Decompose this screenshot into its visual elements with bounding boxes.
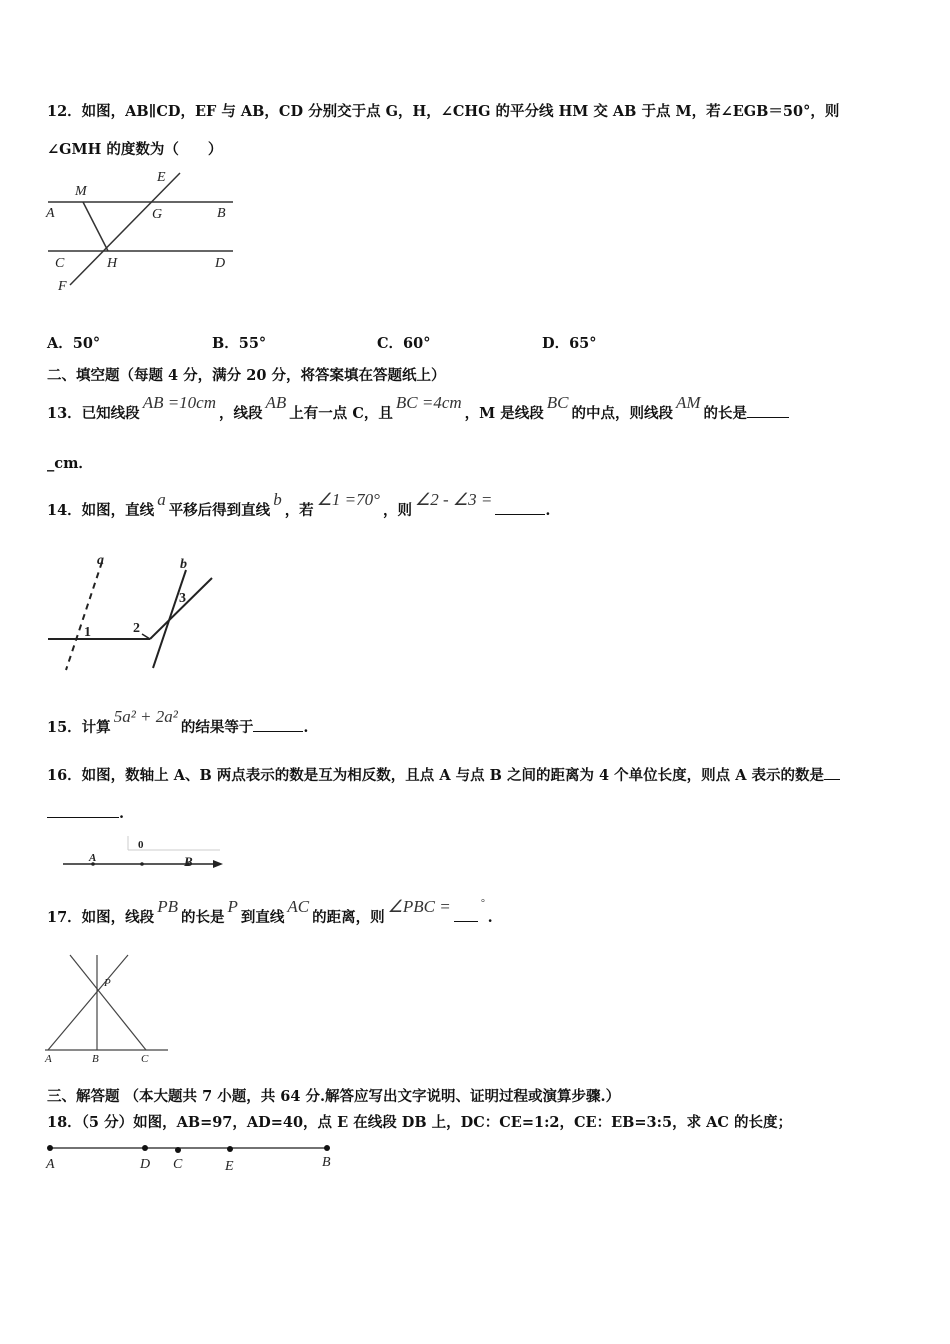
text: 15．计算 [47, 719, 111, 736]
label-B: B [92, 1053, 99, 1065]
q13-line2: _cm． [47, 455, 93, 472]
label-A: A [89, 852, 97, 864]
text: . [303, 719, 309, 736]
label-D: D [215, 256, 226, 271]
option-a: A．50° [47, 335, 101, 352]
answer-blank [495, 500, 545, 515]
option-c: C．60° [377, 335, 431, 352]
label-M: M [75, 184, 87, 199]
text: 平移后得到直线 [168, 502, 271, 519]
text: . [545, 502, 551, 519]
text: ，若 [284, 502, 314, 519]
q12-stem-line1: 12．如图，AB∥CD，EF 与 AB，CD 分别交于点 G，H，∠CHG 的平分线 HM 交 AB 于点 M，若∠EGB＝50°，则 [47, 103, 840, 120]
label-3: 3 [179, 591, 186, 606]
label-G: G [152, 207, 163, 222]
text: 17．如图，线段 [47, 909, 155, 926]
q14-figure [40, 550, 230, 675]
math: b [273, 490, 282, 509]
text: 16．如图，数轴上 A、B 两点表示的数是互为相反数，且点 A 与点 B 之间的距离为 4 个单位长度，则点 A 表示的数是 [47, 767, 825, 784]
q16-line2 [47, 803, 124, 824]
q16-number-line [55, 832, 230, 872]
label-0: 0 [138, 839, 144, 851]
text: 上有一点 C，且 [289, 405, 393, 422]
text: 14．如图，直线 [47, 502, 155, 519]
text: 的结果等于 [180, 719, 254, 736]
label-D: D [140, 1157, 151, 1172]
section-2-heading: 二、填空题（每题 4 分，满分 20 分，将答案填在答题纸上） [47, 367, 446, 384]
math: BC =4cm [395, 393, 462, 412]
label-C: C [55, 256, 65, 271]
label-A: A [45, 1053, 52, 1065]
label-C: C [173, 1157, 183, 1172]
text: ，线段 [219, 405, 263, 422]
text: 的长是 [180, 909, 225, 926]
q18-stem: 18．（5 分）如图，AB=97，AD=40，点 E 在线段 DB 上，DC：CE=1:2，CE：EB=3:5，求 AC 的长度； [47, 1114, 792, 1131]
text: ，则 [382, 502, 412, 519]
text: 13．已知线段 [47, 405, 140, 422]
math: ∠2 - ∠3 = [414, 490, 493, 509]
q12-stem-line2: ∠GMH 的度数为（ ） [47, 141, 223, 158]
answer-blank [47, 803, 119, 818]
math: 5a² + 2a² [113, 707, 178, 726]
math: ∠1 =70° [316, 490, 380, 509]
q17-figure [40, 950, 175, 1065]
math-angle-pbc: ∠PBC = [387, 897, 451, 916]
math: AM [676, 393, 701, 412]
text: ，M 是线段 [464, 405, 544, 422]
option-b: B．55° [212, 335, 267, 352]
label-C: C [141, 1053, 149, 1065]
label-E: E [225, 1159, 234, 1174]
math: PB [157, 897, 178, 916]
math: P [227, 897, 238, 916]
answer-blank [253, 717, 303, 732]
q17-stem [47, 897, 493, 930]
label-F: F [58, 279, 67, 294]
math: AB [265, 393, 287, 412]
label-1: 1 [84, 625, 91, 640]
q14-stem [47, 490, 551, 521]
degree-mark: ° [480, 898, 485, 909]
label-b: b [180, 557, 187, 572]
math: a [157, 490, 166, 509]
label-A: A [46, 206, 55, 221]
q13-stem [47, 393, 789, 424]
label-a: a [97, 553, 104, 568]
text: . [119, 805, 125, 822]
option-d: D．65° [542, 335, 597, 352]
q15-stem [47, 707, 309, 738]
section-3-heading: 三、解答题 （本大题共 7 小题，共 64 分.解答应写出文字说明、证明过程或演算步骤.） [47, 1088, 621, 1105]
label-B: B [217, 206, 226, 221]
q16-stem [47, 765, 840, 786]
label-E: E [157, 170, 166, 185]
label-2: 2 [133, 621, 140, 636]
text: 的距离，则 [312, 909, 385, 926]
text: . [487, 909, 493, 926]
answer-blank [454, 907, 478, 922]
math: BC [546, 393, 569, 412]
label-A: A [46, 1157, 55, 1172]
answer-blank [824, 765, 840, 780]
label-B: B [322, 1155, 331, 1170]
label-P: P [104, 977, 111, 989]
q12-figure [40, 165, 250, 300]
text: 的中点，则线段 [571, 405, 673, 422]
text: 到直线 [240, 909, 285, 926]
answer-blank [747, 403, 789, 418]
q18-segment-figure [40, 1138, 340, 1178]
math: AB =10cm [142, 393, 216, 412]
label-H: H [107, 256, 118, 271]
label-B: B [184, 854, 193, 869]
math: AC [287, 897, 310, 916]
text: 的长是 [703, 405, 748, 422]
